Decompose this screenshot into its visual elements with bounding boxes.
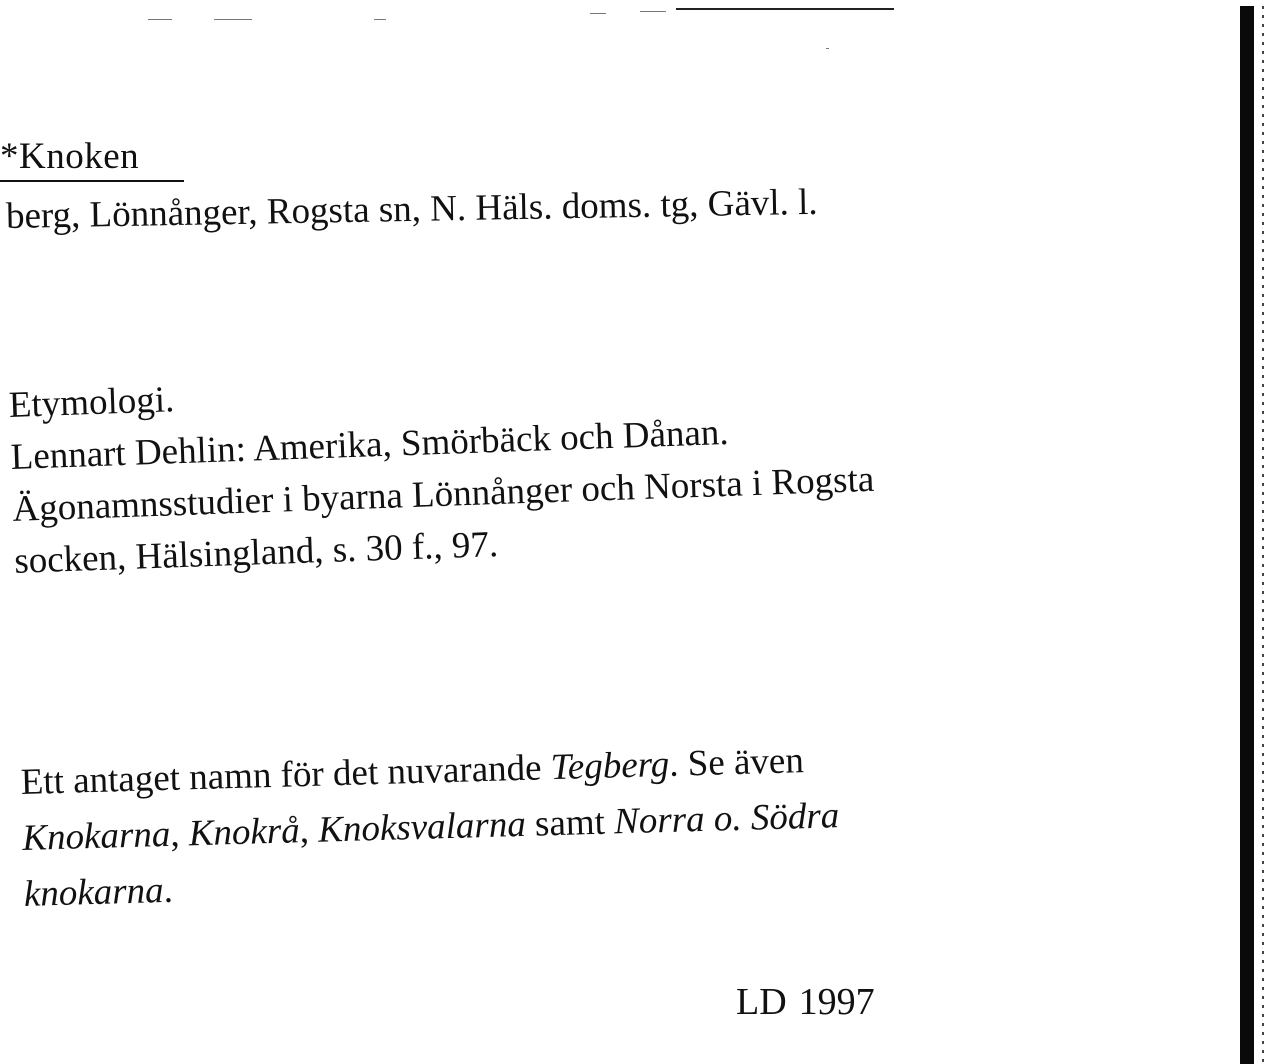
headword: *Knoken <box>0 134 184 182</box>
note-text: , <box>299 809 319 852</box>
note-text: . Se även <box>668 740 805 785</box>
scan-speck <box>826 48 829 49</box>
note-text: Ett antaget namn för det nuvarande <box>20 747 552 803</box>
scan-speck <box>374 19 386 20</box>
place-name-ref: Knokrå <box>188 810 301 855</box>
signature-initials: LD <box>736 981 787 1023</box>
place-name-ref: Knoksvalarna <box>317 803 527 851</box>
signature-year: 1997 <box>798 981 875 1023</box>
place-name-ref: knokarna <box>23 870 165 915</box>
scan-speck <box>214 19 252 20</box>
note-block <box>20 732 842 923</box>
scan-speck <box>590 13 606 14</box>
right-border <box>1240 6 1254 1064</box>
etymology-source-line: Lennart Dehlin: Amerika, Smörbäck och Dånan. <box>9 411 730 478</box>
place-name-ref: Norra o. Södra <box>613 795 840 843</box>
signature <box>736 978 875 1026</box>
etymology-block <box>8 350 877 588</box>
etymology-label: Etymologi. <box>8 379 175 426</box>
note-text: samt <box>525 801 615 845</box>
note-text: , <box>169 813 190 855</box>
right-border-edge <box>1262 6 1264 1064</box>
etymology-source-line: socken, Hälsingland, s. 30 f., 97. <box>13 524 499 582</box>
place-name-ref: Tegberg <box>550 743 670 789</box>
place-name-ref: Knokarna <box>21 813 171 859</box>
scan-speck <box>148 19 172 20</box>
top-rule <box>676 8 894 10</box>
location-line: berg, Lönnånger, Rogsta sn, N. Häls. doms. tg, Gävl. l. <box>5 181 818 237</box>
etymology-source-line: Ägonamnsstudier i byarna Lönnånger och Norsta i Rogsta <box>11 458 875 530</box>
scan-speck <box>640 11 666 12</box>
note-text: . <box>163 869 174 912</box>
